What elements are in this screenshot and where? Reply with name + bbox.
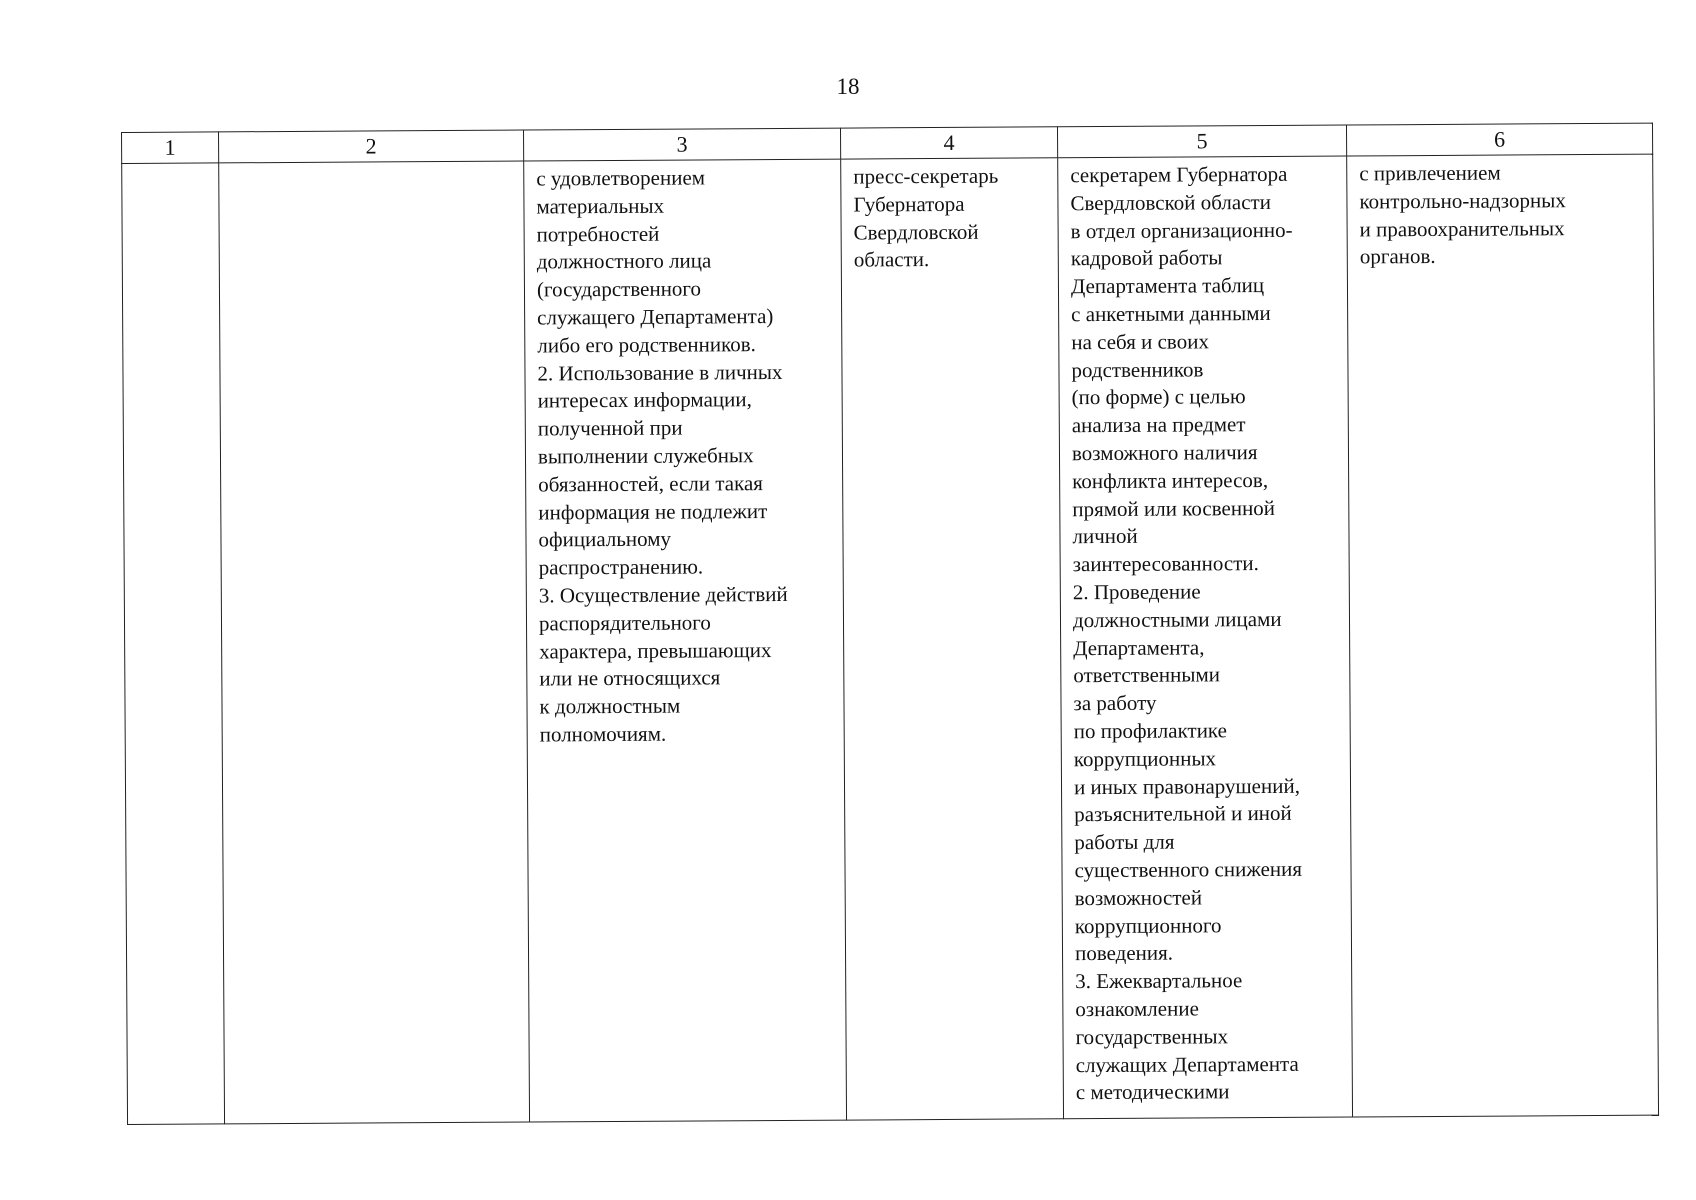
- cell-measures: секретарем Губернатора Свердловской области в отдел организационно- кадровой работы Департамента таблиц с анкетными данными на себя и своих родственников (по форме) с целью анализа на предмет возможного наличия конфликта интересов, прямой или косвенной личной заинтересованности. 2. Проведение должностными лицами Департамента, ответственными за работу по профилактике коррупционных и иных правонарушений, разъяснительной и иной работы для существенного снижения возможностей коррупционного поведения. 3. Ежеквартальное ознакомление государственных служащих Департамента с методическими: [1058, 156, 1353, 1119]
- column-header-3: 3: [523, 128, 840, 161]
- cell-risk-description: с удовлетворением материальных потребностей должностного лица (государственного служащего Департамента) либо его родственников. 2. Использование в личных интересах информации, полученной при выполнении служебных обязанностей, если такая информация не подлежит официальному распространению. 3. Осуществление действий распорядительного характера, превышающих или не относящихся к должностным полномочиям.: [524, 159, 847, 1122]
- column-header-4: 4: [840, 127, 1057, 159]
- column-header-5: 5: [1057, 125, 1346, 158]
- cell-notes: с привлечением контрольно-надзорных и правоохранительных органов.: [1347, 154, 1659, 1117]
- table-row: [122, 154, 1659, 1124]
- page-number: 18: [836, 74, 860, 99]
- column-header-1: 1: [122, 132, 219, 164]
- column-header-2: 2: [219, 130, 524, 163]
- cell-col2: [219, 161, 530, 1124]
- cell-responsible-person: пресс-секретарь Губернатора Свердловской области.: [841, 158, 1064, 1120]
- column-header-6: 6: [1346, 123, 1652, 156]
- cell-col1: [122, 163, 225, 1125]
- document-table: [121, 123, 1659, 1125]
